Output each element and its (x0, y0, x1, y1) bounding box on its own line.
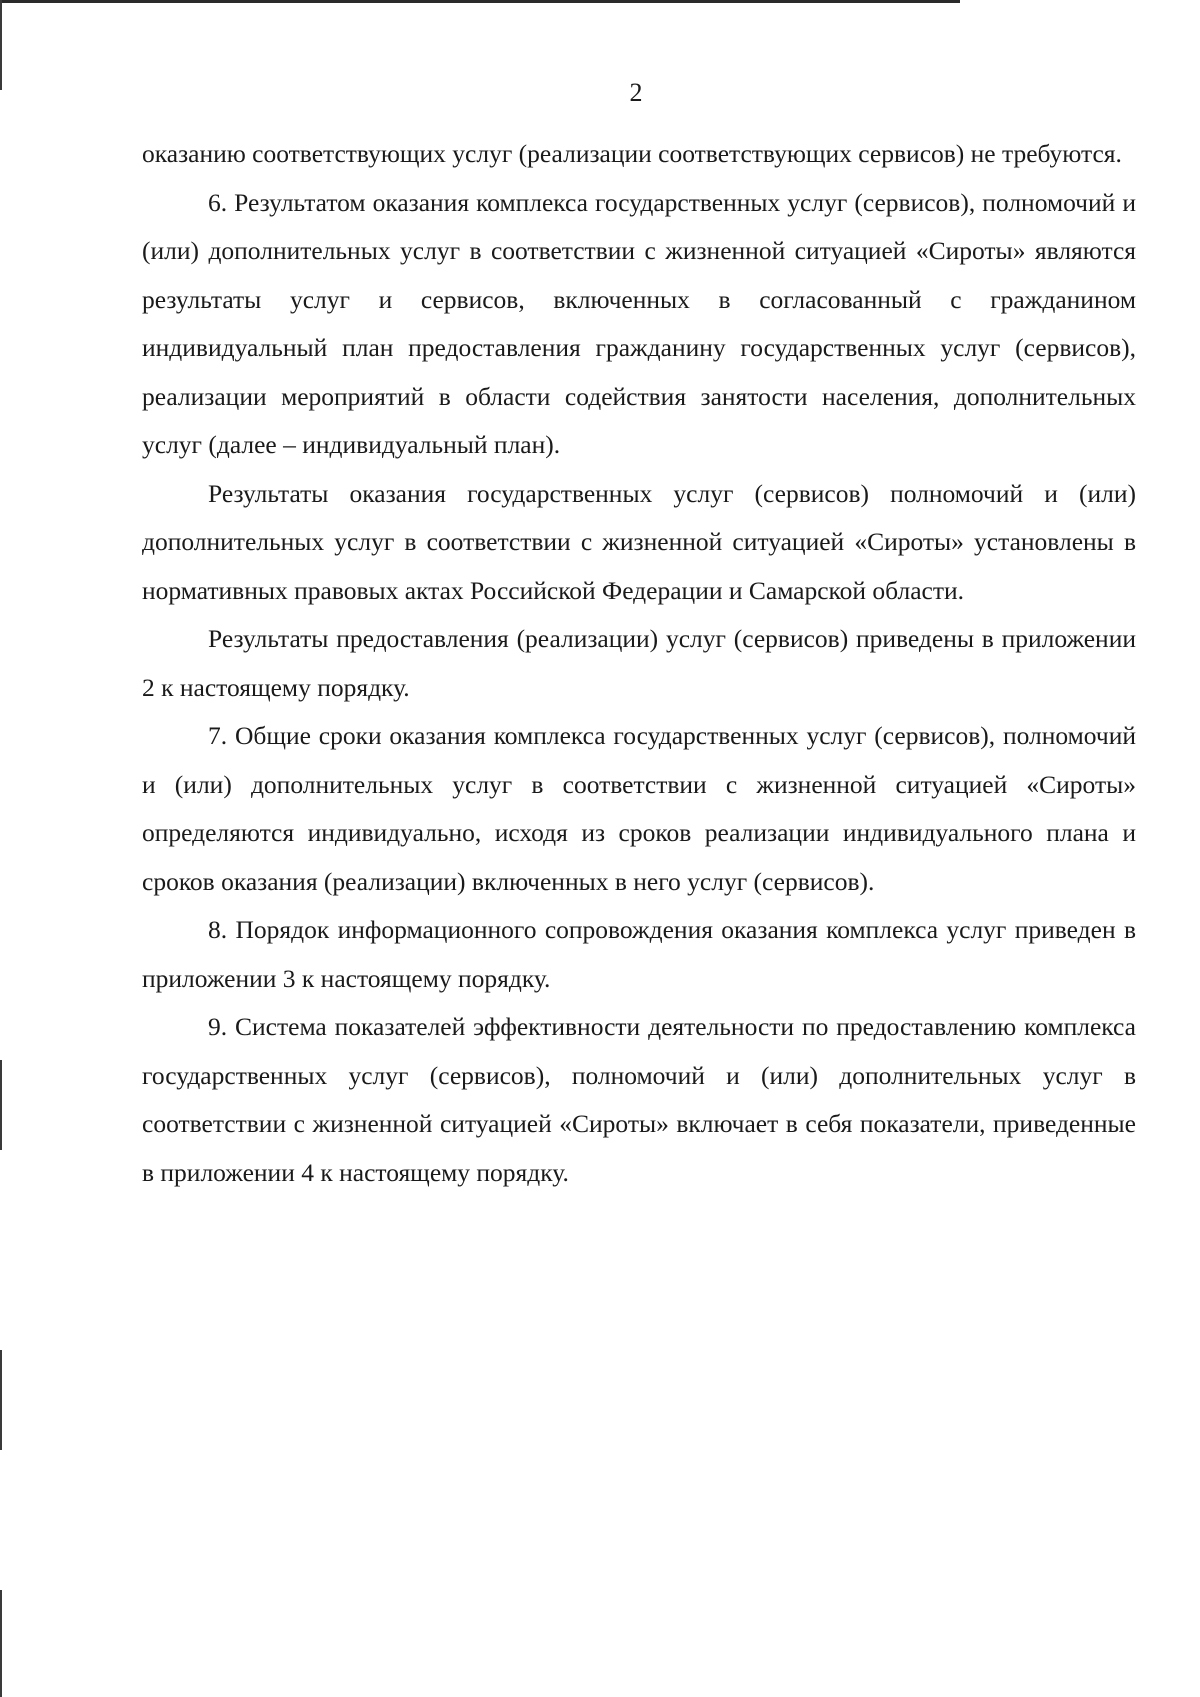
scan-left-edge (0, 1060, 2, 1150)
paragraph-item-6: 6. Результатом оказания комплекса государственных услуг (сервисов), полномочий и (или) дополнительных услуг в соответствии с жизненной ситуацией «Сироты» являются результаты услуг и сервисов, включенных в согласованный с гражданином индивидуальный план предоставления гражданину государственных услуг (сервисов), реализации мероприятий в области содействия занятости населения, дополнительных услуг (далее – индивидуальный план). (142, 187, 1136, 459)
page-number: 2 (629, 78, 643, 107)
paragraph-continuation: оказанию соответствующих услуг (реализации соответствующих сервисов) не требуются. (142, 139, 1122, 168)
paragraph-item-9: 9. Система показателей эффективности деятельности по предоставлению комплекса государственных услуг (сервисов), полномочий и (или) дополнительных услуг в соответствии с жизненной ситуацией «Сироты» включает в себя показатели, приведенные в приложении 4 к настоящему порядку. (142, 1012, 1136, 1187)
paragraph-results-regulations: Результаты оказания государственных услуг (сервисов) полномочий и (или) дополнительных услуг в соответствии с жизненной ситуацией «Сироты» установлены в нормативных правовых актах Российской Федерации и Самарской области. (142, 478, 1136, 605)
scan-left-edge (0, 1590, 2, 1697)
paragraph-item-8: 8. Порядок информационного сопровождения оказания комплекса услуг приведен в приложении 3 к настоящему порядку. (142, 915, 1136, 993)
paragraph-item-7: 7. Общие сроки оказания комплекса государственных услуг (сервисов), полномочий и (или) дополнительных услуг в соответствии с жизненной ситуацией «Сироты» определяются индивидуально, исходя из сроков реализации индивидуального плана и сроков оказания (реализации) включенных в него услуг (сервисов). (142, 721, 1136, 896)
scan-top-edge (0, 0, 960, 3)
scan-left-edge (0, 0, 2, 90)
scan-left-edge (0, 1350, 2, 1450)
document-body (142, 130, 1136, 1197)
paragraph-results-appendix-2: Результаты предоставления (реализации) услуг (сервисов) приведены в приложении 2 к настоящему порядку. (142, 624, 1136, 702)
